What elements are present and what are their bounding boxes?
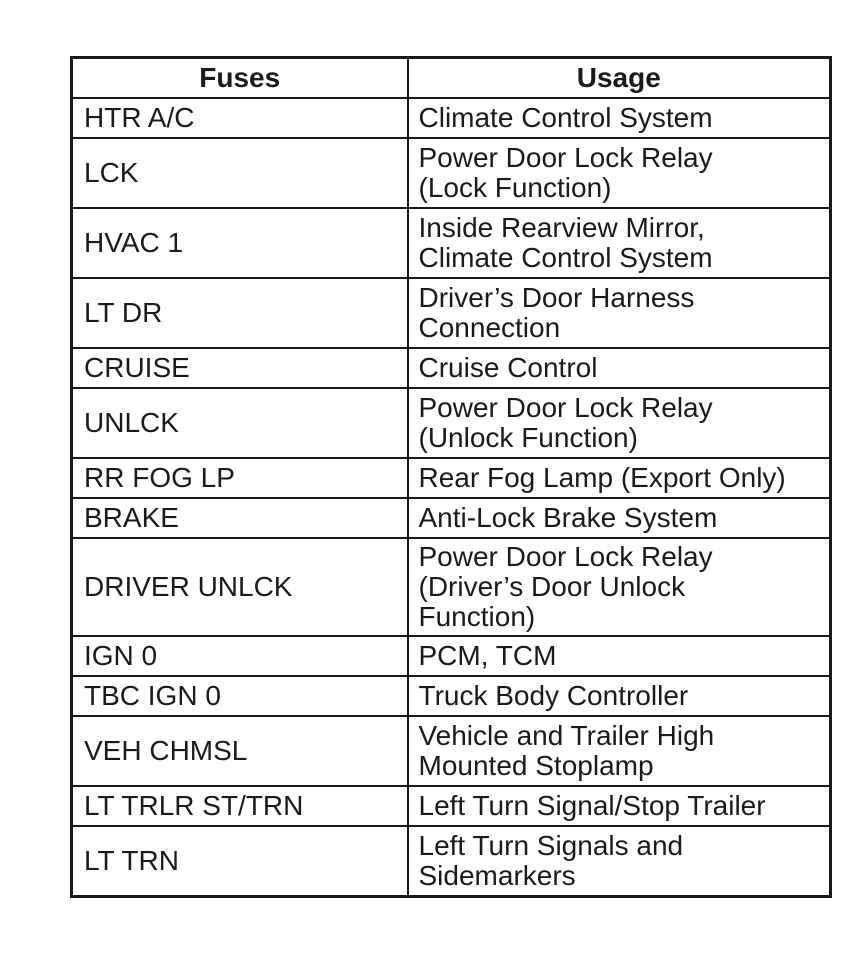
- table-row: [72, 458, 831, 498]
- column-header-fuses: Fuses: [72, 58, 408, 99]
- table-row: [72, 138, 831, 208]
- table-row: [72, 388, 831, 458]
- fuse-cell: LT TRN: [72, 826, 408, 897]
- usage-cell: Left Turn Signals and Sidemarkers: [408, 826, 831, 897]
- fuse-cell: VEH CHMSL: [72, 716, 408, 786]
- usage-cell: Power Door Lock Relay (Driver’s Door Unlock Function): [408, 538, 831, 636]
- table-row: [72, 786, 831, 826]
- table-row: [72, 278, 831, 348]
- table-row: [72, 98, 831, 138]
- fuse-cell: LT DR: [72, 278, 408, 348]
- table-row: [72, 348, 831, 388]
- fuse-cell: IGN 0: [72, 636, 408, 676]
- fuse-cell: TBC IGN 0: [72, 676, 408, 716]
- usage-cell: Inside Rearview Mirror, Climate Control System: [408, 208, 831, 278]
- fuse-cell: HVAC 1: [72, 208, 408, 278]
- usage-cell: Truck Body Controller: [408, 676, 831, 716]
- column-header-usage: Usage: [408, 58, 831, 99]
- table-row: [72, 716, 831, 786]
- fuse-usage-table: [70, 56, 832, 898]
- fuse-cell: HTR A/C: [72, 98, 408, 138]
- fuse-cell: LCK: [72, 138, 408, 208]
- usage-cell: Driver’s Door Harness Connection: [408, 278, 831, 348]
- fuse-cell: LT TRLR ST/TRN: [72, 786, 408, 826]
- usage-cell: Left Turn Signal/Stop Trailer: [408, 786, 831, 826]
- table-row: [72, 538, 831, 636]
- usage-cell: Vehicle and Trailer High Mounted Stoplamp: [408, 716, 831, 786]
- usage-cell: Rear Fog Lamp (Export Only): [408, 458, 831, 498]
- usage-cell: Anti-Lock Brake System: [408, 498, 831, 538]
- usage-cell: Climate Control System: [408, 98, 831, 138]
- table-row: [72, 676, 831, 716]
- fuse-cell: RR FOG LP: [72, 458, 408, 498]
- usage-cell: Power Door Lock Relay (Lock Function): [408, 138, 831, 208]
- usage-cell: Power Door Lock Relay (Unlock Function): [408, 388, 831, 458]
- fuse-cell: DRIVER UNLCK: [72, 538, 408, 636]
- table-row: [72, 826, 831, 897]
- table-row: [72, 498, 831, 538]
- fuse-cell: CRUISE: [72, 348, 408, 388]
- table-row: [72, 208, 831, 278]
- table-row: [72, 636, 831, 676]
- header-row: [72, 58, 831, 99]
- usage-cell: Cruise Control: [408, 348, 831, 388]
- fuse-cell: UNLCK: [72, 388, 408, 458]
- usage-cell: PCM, TCM: [408, 636, 831, 676]
- fuse-cell: BRAKE: [72, 498, 408, 538]
